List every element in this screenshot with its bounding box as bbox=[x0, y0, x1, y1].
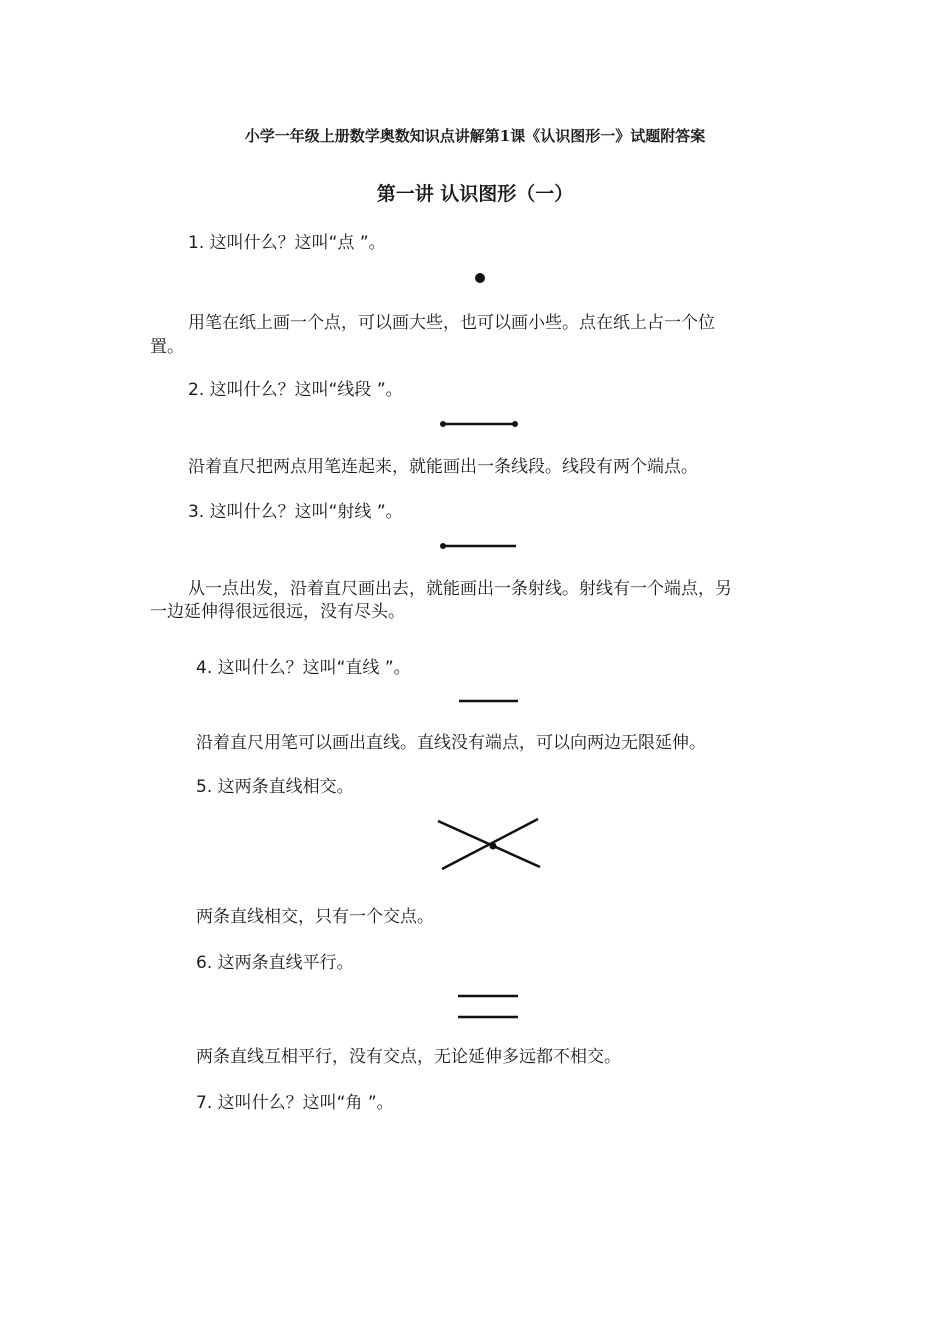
ray-figure bbox=[440, 539, 520, 553]
lecture-title: 第一讲 认识图形（一） bbox=[376, 183, 574, 205]
point-figure bbox=[470, 268, 490, 288]
explanation-3-cont: 一边延伸得很远很远，没有尽头。 bbox=[150, 602, 405, 622]
line-segment-figure bbox=[440, 417, 520, 431]
question-4: 4. 这叫什么？这叫“直线 ”。 bbox=[196, 658, 411, 678]
intersecting-lines-figure bbox=[436, 816, 542, 872]
parallel-lines-figure bbox=[456, 990, 520, 1022]
explanation-5: 两条直线相交，只有一个交点。 bbox=[196, 907, 434, 927]
straight-line-figure bbox=[458, 695, 520, 707]
explanation-6: 两条直线互相平行，没有交点，无论延伸多远都不相交。 bbox=[196, 1047, 621, 1067]
question-7: 7. 这叫什么？这叫“角 ”。 bbox=[196, 1093, 394, 1113]
question-2: 2. 这叫什么？这叫“线段 ”。 bbox=[188, 380, 403, 400]
explanation-1: 用笔在纸上画一个点，可以画大些，也可以画小些。点在纸上占一个位 bbox=[188, 313, 715, 333]
question-5: 5. 这两条直线相交。 bbox=[196, 777, 354, 797]
question-6: 6. 这两条直线平行。 bbox=[196, 953, 354, 973]
question-3: 3. 这叫什么？这叫“射线 ”。 bbox=[188, 502, 403, 522]
explanation-3: 从一点出发，沿着直尺画出去，就能画出一条射线。射线有一个端点，另 bbox=[188, 579, 732, 599]
explanation-1-cont: 置。 bbox=[150, 337, 184, 357]
explanation-2: 沿着直尺把两点用笔连起来，就能画出一条线段。线段有两个端点。 bbox=[188, 457, 698, 477]
document-title: 小学一年级上册数学奥数知识点讲解第1课《认识图形一》试题附答案 bbox=[244, 127, 706, 145]
question-1: 1. 这叫什么？这叫“点 ”。 bbox=[188, 233, 386, 253]
explanation-4: 沿着直尺用笔可以画出直线。直线没有端点，可以向两边无限延伸。 bbox=[196, 733, 706, 753]
